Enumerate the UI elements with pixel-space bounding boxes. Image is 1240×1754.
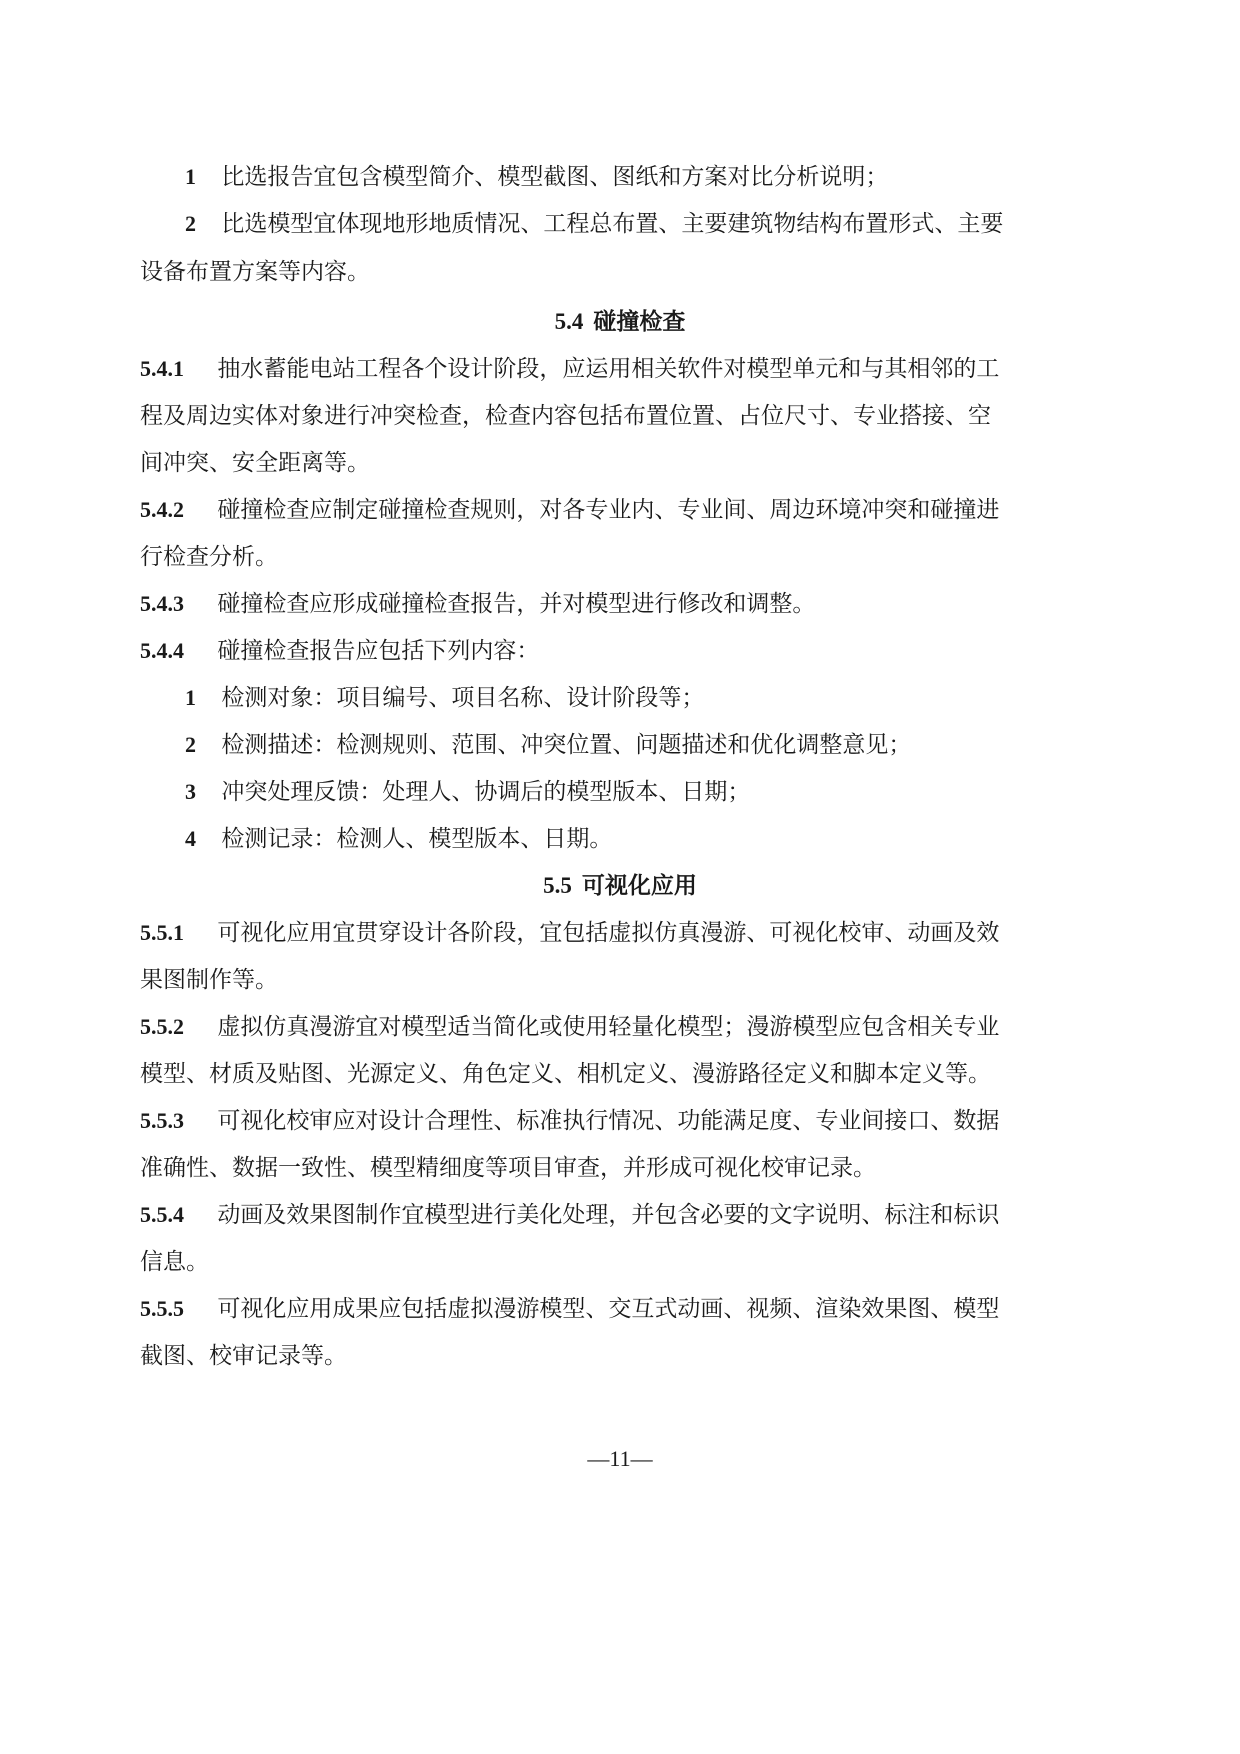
- clause-continuation: 间冲突、安全距离等。: [140, 450, 370, 476]
- clause-number: 5.5.4: [140, 1202, 184, 1227]
- clause-text: 碰撞检查应制定碰撞检查规则，对各专业内、专业间、周边环境冲突和碰撞进: [217, 497, 1000, 523]
- list-item-number: 2: [185, 732, 196, 757]
- clause-continuation: 行检查分析。: [140, 544, 278, 570]
- clause: [140, 918, 999, 948]
- clause-continuation: 程及周边实体对象进行冲突检查，检查内容包括布置位置、占位尺寸、专业搭接、空: [140, 403, 991, 429]
- list-item: [185, 683, 704, 713]
- list-item: [185, 730, 911, 760]
- list-item-number: 1: [185, 685, 196, 710]
- list-item: [185, 209, 1003, 239]
- clause-number: 5.5.3: [140, 1108, 184, 1133]
- clause-continuation: 模型、材质及贴图、光源定义、角色定义、相机定义、漫游路径定义和脚本定义等。: [140, 1061, 991, 1087]
- clause-continuation: 截图、校审记录等。: [140, 1343, 347, 1369]
- clause-continuation: 信息。: [140, 1249, 209, 1275]
- clause: [140, 589, 815, 619]
- list-item-text: 检测记录：检测人、模型版本、日期。: [221, 826, 613, 852]
- list-item: [185, 777, 750, 807]
- clause-number: 5.4.1: [140, 356, 184, 381]
- list-item-text: 检测对象：项目编号、项目名称、设计阶段等；: [221, 685, 705, 711]
- list-item: [185, 162, 888, 192]
- clause-text: 动画及效果图制作宜模型进行美化处理，并包含必要的文字说明、标注和标识: [217, 1202, 1000, 1228]
- clause: [140, 636, 539, 666]
- clause-text: 可视化应用成果应包括虚拟漫游模型、交互式动画、视频、渲染效果图、模型: [217, 1296, 1000, 1322]
- clause-continuation: 准确性、数据一致性、模型精细度等项目审查，并形成可视化校审记录。: [140, 1155, 876, 1181]
- section-title: 可视化应用: [581, 872, 697, 899]
- list-item-number: 2: [185, 211, 196, 236]
- clause-number: 5.5.5: [140, 1296, 184, 1321]
- list-item-number: 1: [185, 164, 196, 189]
- clause-text: 可视化应用宜贯穿设计各阶段，宜包括虚拟仿真漫游、可视化校审、动画及效: [217, 920, 1000, 946]
- clause: [140, 495, 999, 525]
- clause: [140, 1106, 999, 1136]
- list-item-number: 4: [185, 826, 196, 851]
- list-item-text: 冲突处理反馈：处理人、协调后的模型版本、日期；: [221, 779, 751, 805]
- clause: [140, 1200, 999, 1230]
- clause: [140, 1012, 999, 1042]
- list-item: [185, 824, 612, 854]
- clause-text: 碰撞检查应形成碰撞检查报告，并对模型进行修改和调整。: [217, 591, 816, 617]
- section-number: 5.4: [554, 309, 584, 334]
- clause-text: 可视化校审应对设计合理性、标准执行情况、功能满足度、专业间接口、数据: [217, 1108, 1000, 1134]
- section-heading: [0, 307, 1240, 337]
- clause-number: 5.5.2: [140, 1014, 184, 1039]
- list-item-number: 3: [185, 779, 196, 804]
- list-item-continuation: 设备布置方案等内容。: [140, 259, 370, 285]
- clause-number: 5.4.4: [140, 638, 184, 663]
- clause-number: 5.4.2: [140, 497, 184, 522]
- clause-text: 抽水蓄能电站工程各个设计阶段，应运用相关软件对模型单元和与其相邻的工: [217, 356, 1000, 382]
- list-item-text: 比选报告宜包含模型简介、模型截图、图纸和方案对比分析说明；: [221, 164, 889, 190]
- list-item-text: 比选模型宜体现地形地质情况、工程总布置、主要建筑物结构布置形式、主要: [221, 211, 1004, 237]
- section-number: 5.5: [543, 873, 572, 898]
- clause-number: 5.5.1: [140, 920, 184, 945]
- clause-text: 虚拟仿真漫游宜对模型适当简化或使用轻量化模型；漫游模型应包含相关专业: [217, 1014, 1000, 1040]
- section-heading: [0, 871, 1240, 901]
- clause: [140, 354, 999, 384]
- section-title: 碰撞检查: [593, 308, 686, 335]
- clause-number: 5.4.3: [140, 591, 184, 616]
- clause: [140, 1294, 999, 1324]
- page-number: —11—: [587, 1446, 653, 1471]
- list-item-text: 检测描述：检测规则、范围、冲突位置、问题描述和优化调整意见；: [221, 732, 912, 758]
- clause-continuation: 果图制作等。: [140, 967, 278, 993]
- clause-text: 碰撞检查报告应包括下列内容：: [217, 638, 540, 664]
